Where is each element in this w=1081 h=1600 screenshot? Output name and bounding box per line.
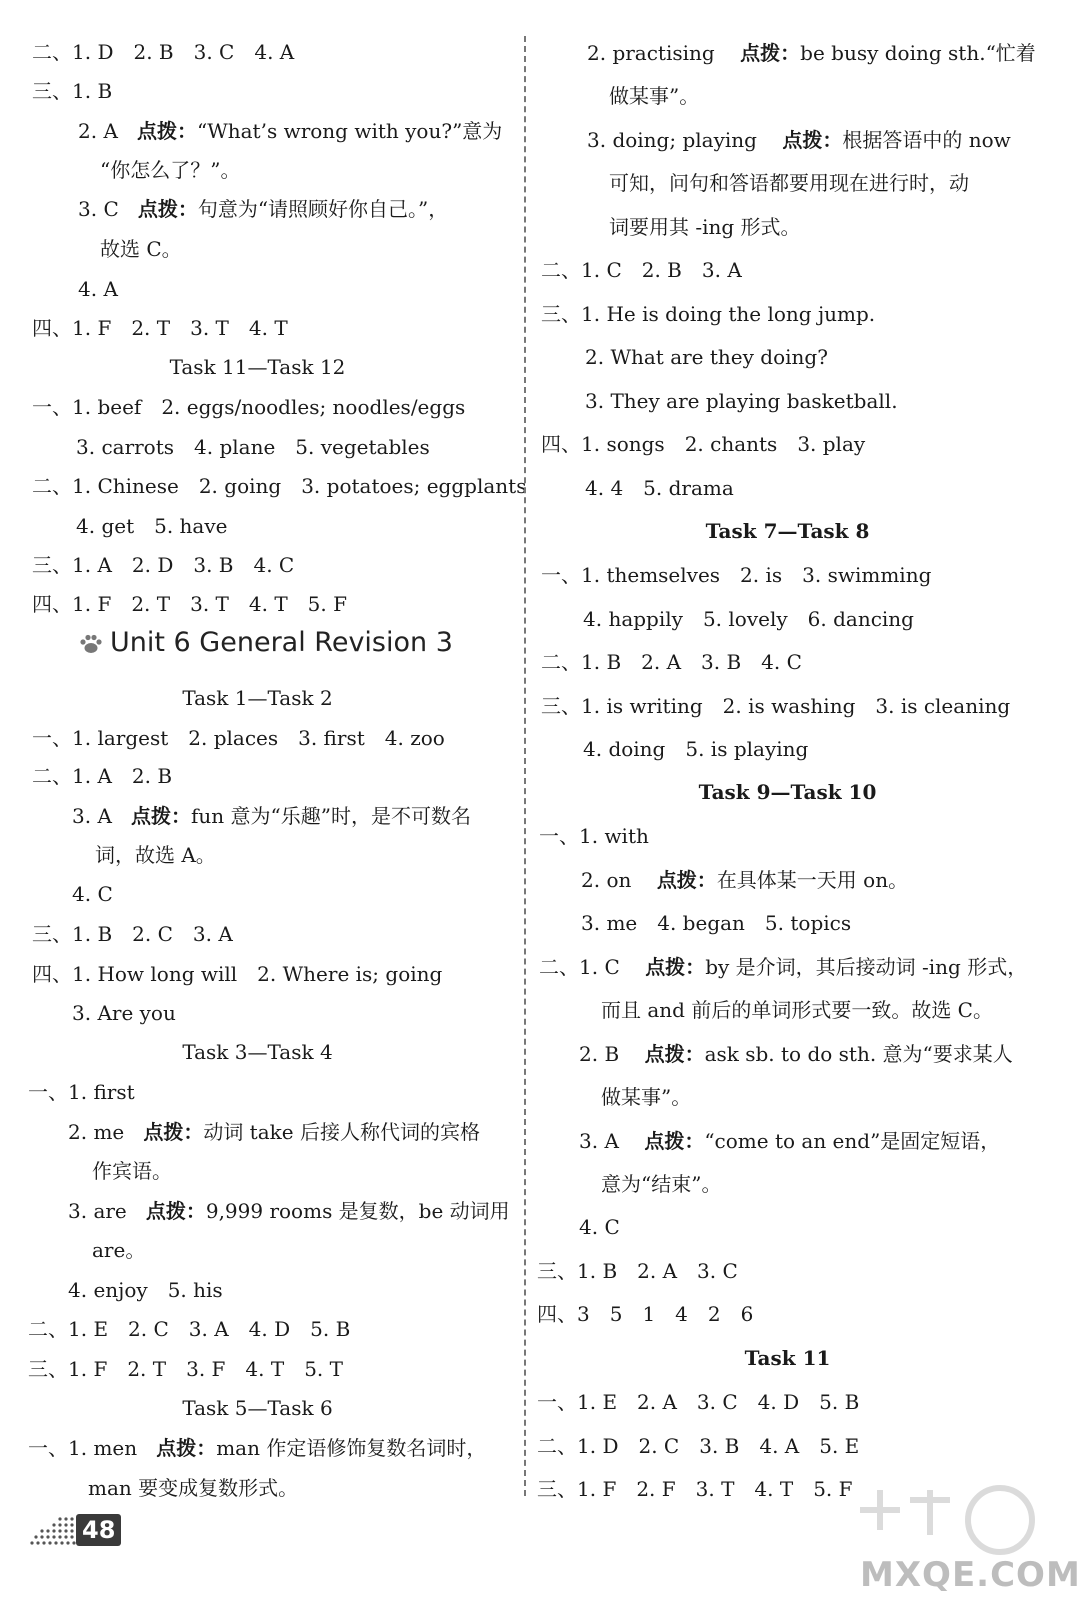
task-heading: Task 7—Task 8 <box>705 519 870 543</box>
hint-text: man 作定语修饰复数名词时， <box>216 1436 487 1460</box>
answer-line: 4. 4 5. drama <box>585 476 734 500</box>
answer-line: 四、1. How long will 2. Where is; going <box>32 962 443 986</box>
paw-icon <box>78 633 104 655</box>
task-heading: Task 11 <box>744 1346 831 1370</box>
answer-line: 4. happily 5. lovely 6. dancing <box>583 607 914 631</box>
answer-line: 二、1. E 2. C 3. A 4. D 5. B <box>28 1317 351 1341</box>
answer-line: 一、1. first <box>28 1080 135 1104</box>
hint-text: 做某事”。 <box>609 84 700 108</box>
hint-label: 点拨： <box>656 868 717 892</box>
hint-text: 作宾语。 <box>92 1159 172 1183</box>
hint-label: 点拨： <box>645 955 706 979</box>
answer-line: 3. me 4. began 5. topics <box>581 911 852 935</box>
hint-text: “你怎么了？”。 <box>100 158 241 182</box>
answer-line: 三、1. F 2. T 3. F 4. T 5. T <box>28 1357 343 1381</box>
answer-number: 3. doing; playing <box>587 128 757 152</box>
hint-label: 点拨： <box>782 128 843 152</box>
hint-text: ask sb. to do sth. 意为“要求某人 <box>704 1042 1013 1066</box>
answer-line: 4. A <box>78 277 118 301</box>
hint-label: 点拨： <box>644 1129 705 1153</box>
hint-text: 动词 take 后接人称代词的宾格 <box>203 1120 480 1144</box>
answer-line: 一、1. largest 2. places 3. first 4. zoo <box>32 726 445 750</box>
answer-line: 三、1. B <box>32 79 113 103</box>
answer-line: 二、1. D 2. C 3. B 4. A 5. E <box>537 1434 860 1458</box>
answer-line: 3. carrots 4. plane 5. vegetables <box>76 435 430 459</box>
answer-line: 一、1. with <box>539 824 649 848</box>
answer-number: 2. me <box>68 1120 125 1144</box>
answer-line: 二、1. C 2. B 3. A <box>541 258 742 282</box>
answer-number: 2. on <box>581 868 632 892</box>
hint-text: by 是介词，其后接动词 -ing 形式， <box>705 955 1028 979</box>
answer-line <box>72 802 471 830</box>
unit-title <box>78 627 453 658</box>
answer-number: 3. A <box>72 804 112 828</box>
answer-number: 3. A <box>579 1129 619 1153</box>
answer-line: 2. What are they doing? <box>585 345 828 369</box>
hint-text: “What’s wrong with you?”意为 <box>196 119 503 143</box>
hint-label: 点拨： <box>145 1199 206 1223</box>
answer-line <box>68 1197 510 1225</box>
answer-number: 2. A <box>78 119 118 143</box>
hint-text: 句意为“请照顾好你自己。”， <box>197 197 449 221</box>
answer-line: 三、1. B 2. C 3. A <box>32 922 233 946</box>
answer-line <box>78 117 502 145</box>
answer-line <box>579 1127 1000 1155</box>
answer-number: 2. B <box>579 1042 620 1066</box>
dot-pattern-icon <box>30 1515 76 1545</box>
hint-text: man 要变成复数形式。 <box>88 1476 299 1500</box>
task-heading: Task 3—Task 4 <box>182 1040 333 1064</box>
unit-title-text: Unit 6 General Revision 3 <box>110 627 453 658</box>
hint-text: 在具体某一天用 on。 <box>716 868 909 892</box>
answer-line: 4. C <box>72 882 113 906</box>
answer-line: 二、1. Chinese 2. going 3. potatoes; eggplants <box>32 474 527 498</box>
answer-number: 2. practising <box>587 41 715 65</box>
hint-text: 9,999 rooms 是复数，be 动词用 <box>205 1199 510 1223</box>
hint-text: 词，故选 A。 <box>95 843 216 867</box>
hint-label: 点拨： <box>130 804 191 828</box>
answer-line: 一、1. E 2. A 3. C 4. D 5. B <box>537 1390 860 1414</box>
watermark-text: MXQE.COM <box>860 1555 1081 1595</box>
answer-line: 3. Are you <box>72 1001 176 1025</box>
answer-number: 二、1. C <box>539 955 620 979</box>
answer-line: 4. doing 5. is playing <box>583 737 809 761</box>
answer-line <box>539 953 1027 981</box>
answer-line: 二、1. A 2. B <box>32 764 173 788</box>
hint-text: 可知，问句和答语都要用现在进行时，动 <box>609 171 969 195</box>
answer-line: 四、1. F 2. T 3. T 4. T <box>32 316 288 340</box>
task-heading: Task 5—Task 6 <box>182 1396 333 1420</box>
hint-label: 点拨： <box>156 1436 217 1460</box>
answer-line: 二、1. B 2. A 3. B 4. C <box>541 650 802 674</box>
answer-line: 三、1. is writing 2. is washing 3. is cleaning <box>541 694 1011 718</box>
answer-line <box>581 866 908 894</box>
hint-text: 意为“结束”。 <box>601 1172 722 1196</box>
answer-line <box>587 39 1036 67</box>
answer-line: 4. get 5. have <box>76 514 228 538</box>
answer-line: 4. enjoy 5. his <box>68 1278 223 1302</box>
answer-number: 3. C <box>78 197 119 221</box>
answer-line <box>28 1434 486 1462</box>
column-divider <box>524 36 526 1496</box>
answer-line: 一、1. beef 2. eggs/noodles; noodles/eggs <box>32 395 466 419</box>
hint-label: 点拨： <box>143 1120 204 1144</box>
answer-line <box>78 195 448 223</box>
answer-line: 三、1. F 2. F 3. T 4. T 5. F <box>537 1477 853 1501</box>
hint-text: be busy doing sth.“忙着 <box>800 41 1036 65</box>
answer-line <box>579 1040 1013 1068</box>
hint-label: 点拨： <box>644 1042 705 1066</box>
answer-line: 二、1. D 2. B 3. C 4. A <box>32 40 295 64</box>
hint-text: 故选 C。 <box>100 237 182 261</box>
answer-line: 三、1. He is doing the long jump. <box>541 302 876 326</box>
hint-text: 做某事”。 <box>601 1085 692 1109</box>
answer-line: 四、1. songs 2. chants 3. play <box>541 432 866 456</box>
hint-text: “come to an end”是固定短语， <box>704 1129 1001 1153</box>
task-heading: Task 9—Task 10 <box>698 780 877 804</box>
answer-line: 一、1. themselves 2. is 3. swimming <box>541 563 932 587</box>
answer-line <box>68 1118 480 1146</box>
hint-text: 根据答语中的 now <box>842 128 1011 152</box>
hint-label: 点拨： <box>136 119 197 143</box>
answer-line: 四、1. F 2. T 3. T 4. T 5. F <box>32 592 347 616</box>
hint-text: are。 <box>92 1238 146 1262</box>
answer-line: 四、3 5 1 4 2 6 <box>537 1302 754 1326</box>
hint-text: 词要用其 -ing 形式。 <box>609 215 801 239</box>
answer-number: 3. are <box>68 1199 127 1223</box>
answer-line: 三、1. B 2. A 3. C <box>537 1259 738 1283</box>
hint-label: 点拨： <box>740 41 801 65</box>
task-heading: Task 11—Task 12 <box>169 355 346 379</box>
answer-line: 三、1. A 2. D 3. B 4. C <box>32 553 295 577</box>
page-number-text: 48 <box>76 1514 121 1546</box>
page-number <box>30 1512 121 1548</box>
hint-text: 而且 and 前后的单词形式要一致。故选 C。 <box>601 998 993 1022</box>
hint-text: fun 意为“乐趣”时，是不可数名 <box>190 804 471 828</box>
answer-line: 4. C <box>579 1215 620 1239</box>
answer-number: 一、1. men <box>28 1436 138 1460</box>
task-heading: Task 1—Task 2 <box>182 686 333 710</box>
answer-line <box>587 126 1011 154</box>
hint-label: 点拨： <box>137 197 198 221</box>
answer-line: 3. They are playing basketball. <box>585 389 898 413</box>
